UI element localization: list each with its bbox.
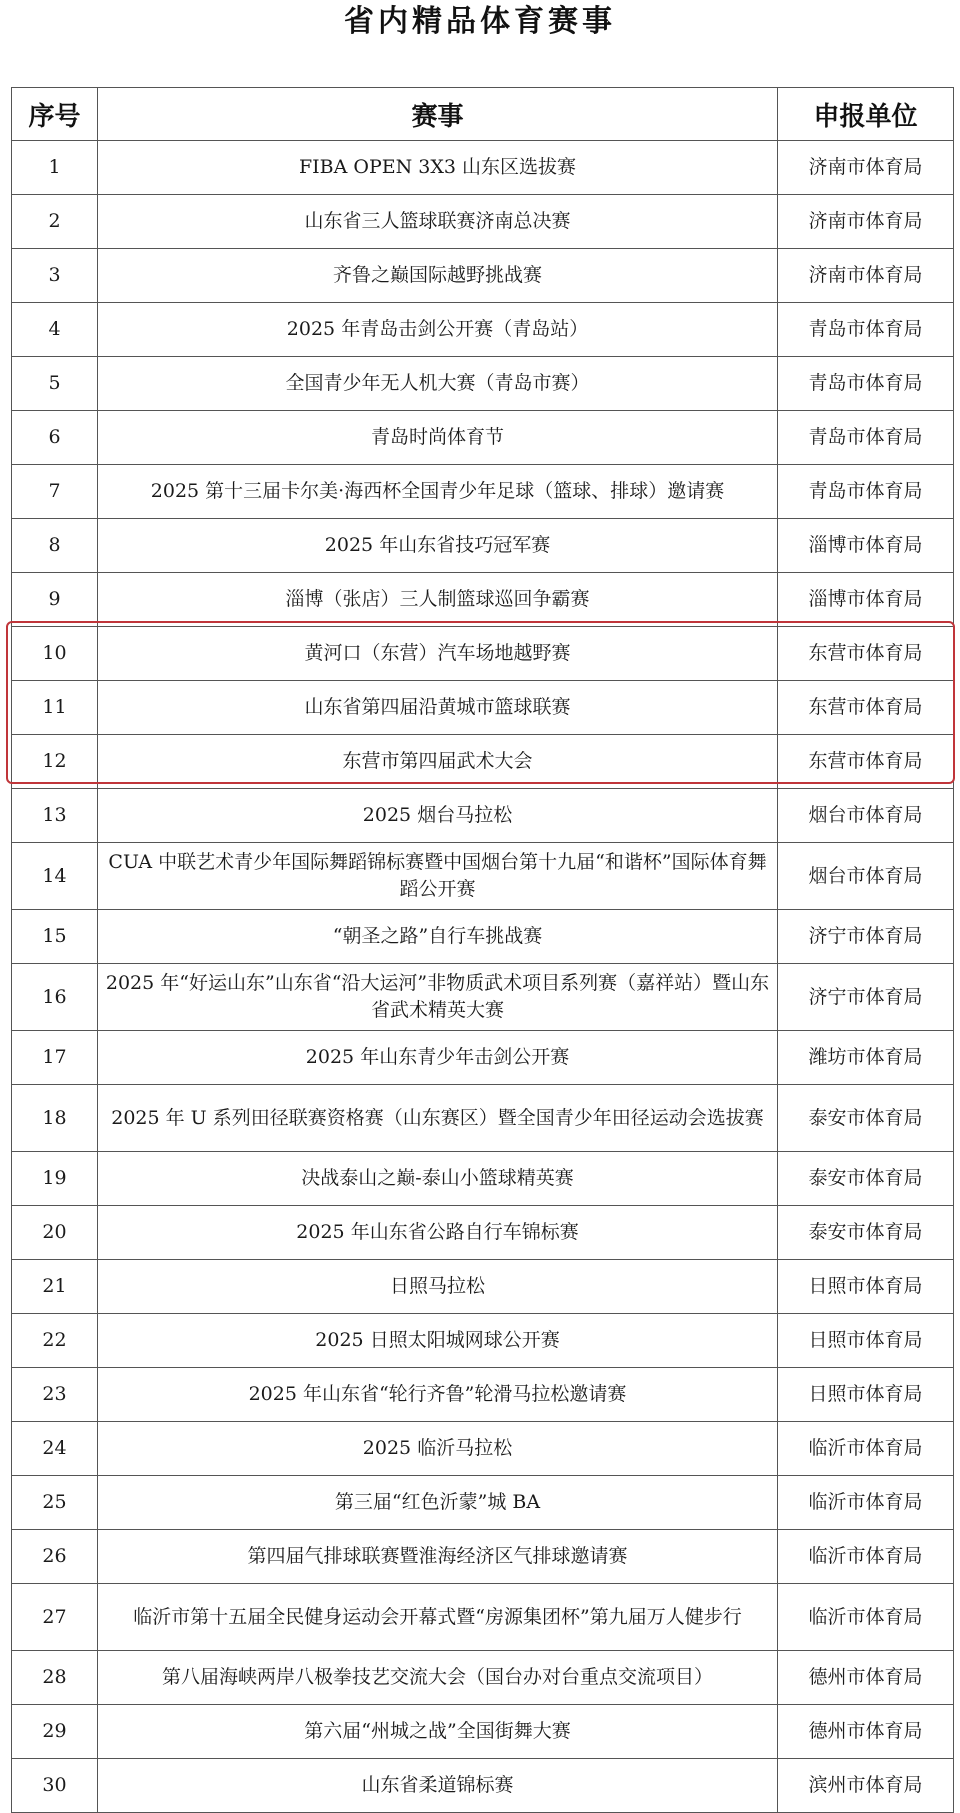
event-name: 2025 年山东省技巧冠军赛: [98, 519, 778, 573]
event-name: 2025 年 U 系列田径联赛资格赛（山东赛区）暨全国青少年田径运动会选拔赛: [98, 1085, 778, 1152]
table-row: [12, 627, 954, 681]
event-name: 2025 年山东青少年击剑公开赛: [98, 1031, 778, 1085]
reporting-unit: 济宁市体育局: [778, 964, 954, 1031]
row-number: 7: [12, 465, 98, 519]
events-table: [11, 87, 954, 1813]
table-row: [12, 1651, 954, 1705]
event-name: 山东省三人篮球联赛济南总决赛: [98, 195, 778, 249]
table-row: [12, 573, 954, 627]
reporting-unit: 日照市体育局: [778, 1260, 954, 1314]
row-number: 6: [12, 411, 98, 465]
reporting-unit: 烟台市体育局: [778, 843, 954, 910]
reporting-unit: 潍坊市体育局: [778, 1031, 954, 1085]
event-name: 第三届“红色沂蒙”城 BA: [98, 1476, 778, 1530]
reporting-unit: 青岛市体育局: [778, 303, 954, 357]
event-name: 决战泰山之巅-泰山小篮球精英赛: [98, 1152, 778, 1206]
event-name: 2025 临沂马拉松: [98, 1422, 778, 1476]
table-row: [12, 964, 954, 1031]
event-name: FIBA OPEN 3X3 山东区选拔赛: [98, 141, 778, 195]
reporting-unit: 东营市体育局: [778, 681, 954, 735]
reporting-unit: 泰安市体育局: [778, 1152, 954, 1206]
reporting-unit: 临沂市体育局: [778, 1584, 954, 1651]
row-number: 20: [12, 1206, 98, 1260]
event-name: 第四届气排球联赛暨淮海经济区气排球邀请赛: [98, 1530, 778, 1584]
reporting-unit: 泰安市体育局: [778, 1206, 954, 1260]
event-name: 2025 年山东省公路自行车锦标赛: [98, 1206, 778, 1260]
reporting-unit: 德州市体育局: [778, 1705, 954, 1759]
row-number: 11: [12, 681, 98, 735]
row-number: 17: [12, 1031, 98, 1085]
table-row: [12, 303, 954, 357]
event-name: 2025 年“好运山东”山东省“沿大运河”非物质武术项目系列赛（嘉祥站）暨山东省武术精英大赛: [98, 964, 778, 1031]
row-number: 5: [12, 357, 98, 411]
event-name: 临沂市第十五届全民健身运动会开幕式暨“房源集团杯”第九届万人健步行: [98, 1584, 778, 1651]
event-name: 第八届海峡两岸八极拳技艺交流大会（国台办对台重点交流项目）: [98, 1651, 778, 1705]
event-name: 2025 第十三届卡尔美·海西杯全国青少年足球（篮球、排球）邀请赛: [98, 465, 778, 519]
event-name: 黄河口（东营）汽车场地越野赛: [98, 627, 778, 681]
reporting-unit: 淄博市体育局: [778, 519, 954, 573]
reporting-unit: 济宁市体育局: [778, 910, 954, 964]
event-name: 2025 年山东省“轮行齐鲁”轮滑马拉松邀请赛: [98, 1368, 778, 1422]
column-header-number: 序号: [12, 88, 98, 141]
event-name: 青岛时尚体育节: [98, 411, 778, 465]
event-name: 日照马拉松: [98, 1260, 778, 1314]
reporting-unit: 临沂市体育局: [778, 1476, 954, 1530]
row-number: 27: [12, 1584, 98, 1651]
event-name: 山东省柔道锦标赛: [98, 1759, 778, 1813]
page-title: 省内精品体育赛事: [344, 4, 616, 39]
event-name: 第六届“州城之战”全国街舞大赛: [98, 1705, 778, 1759]
reporting-unit: 临沂市体育局: [778, 1422, 954, 1476]
reporting-unit: 淄博市体育局: [778, 573, 954, 627]
table-row: [12, 1759, 954, 1813]
reporting-unit: 泰安市体育局: [778, 1085, 954, 1152]
row-number: 28: [12, 1651, 98, 1705]
table-header-row: [12, 88, 954, 141]
row-number: 13: [12, 789, 98, 843]
table-row: [12, 681, 954, 735]
event-name: CUA 中联艺术青少年国际舞蹈锦标赛暨中国烟台第十九届“和谐杯”国际体育舞蹈公开赛: [98, 843, 778, 910]
reporting-unit: 济南市体育局: [778, 141, 954, 195]
reporting-unit: 滨州市体育局: [778, 1759, 954, 1813]
reporting-unit: 德州市体育局: [778, 1651, 954, 1705]
table-row: [12, 1085, 954, 1152]
table-row: [12, 1584, 954, 1651]
reporting-unit: 日照市体育局: [778, 1314, 954, 1368]
row-number: 8: [12, 519, 98, 573]
row-number: 9: [12, 573, 98, 627]
reporting-unit: 日照市体育局: [778, 1368, 954, 1422]
row-number: 1: [12, 141, 98, 195]
reporting-unit: 临沂市体育局: [778, 1530, 954, 1584]
table-row: [12, 789, 954, 843]
row-number: 2: [12, 195, 98, 249]
row-number: 25: [12, 1476, 98, 1530]
row-number: 21: [12, 1260, 98, 1314]
reporting-unit: 济南市体育局: [778, 195, 954, 249]
row-number: 16: [12, 964, 98, 1031]
reporting-unit: 东营市体育局: [778, 627, 954, 681]
table-row: [12, 357, 954, 411]
row-number: 3: [12, 249, 98, 303]
reporting-unit: 青岛市体育局: [778, 465, 954, 519]
row-number: 12: [12, 735, 98, 789]
event-name: 淄博（张店）三人制篮球巡回争霸赛: [98, 573, 778, 627]
row-number: 19: [12, 1152, 98, 1206]
row-number: 29: [12, 1705, 98, 1759]
row-number: 26: [12, 1530, 98, 1584]
row-number: 14: [12, 843, 98, 910]
table-row: [12, 1260, 954, 1314]
table-row: [12, 519, 954, 573]
event-name: 2025 日照太阳城网球公开赛: [98, 1314, 778, 1368]
table-row: [12, 1206, 954, 1260]
table-row: [12, 465, 954, 519]
reporting-unit: 青岛市体育局: [778, 357, 954, 411]
table-row: [12, 411, 954, 465]
event-name: 山东省第四届沿黄城市篮球联赛: [98, 681, 778, 735]
table-row: [12, 249, 954, 303]
row-number: 23: [12, 1368, 98, 1422]
column-header-event: 赛事: [98, 88, 778, 141]
row-number: 15: [12, 910, 98, 964]
table-row: [12, 1530, 954, 1584]
table-row: [12, 1422, 954, 1476]
column-header-unit: 申报单位: [778, 88, 954, 141]
event-name: 东营市第四届武术大会: [98, 735, 778, 789]
reporting-unit: 济南市体育局: [778, 249, 954, 303]
table-row: [12, 843, 954, 910]
event-name: 全国青少年无人机大赛（青岛市赛）: [98, 357, 778, 411]
table-row: [12, 1368, 954, 1422]
table-row: [12, 141, 954, 195]
table-row: [12, 1031, 954, 1085]
row-number: 4: [12, 303, 98, 357]
table-row: [12, 1314, 954, 1368]
reporting-unit: 东营市体育局: [778, 735, 954, 789]
row-number: 24: [12, 1422, 98, 1476]
table-row: [12, 910, 954, 964]
row-number: 18: [12, 1085, 98, 1152]
row-number: 22: [12, 1314, 98, 1368]
table-row: [12, 1705, 954, 1759]
table-row: [12, 195, 954, 249]
table-row: [12, 1152, 954, 1206]
event-name: 2025 年青岛击剑公开赛（青岛站）: [98, 303, 778, 357]
table-row: [12, 1476, 954, 1530]
table-row: [12, 735, 954, 789]
reporting-unit: 青岛市体育局: [778, 411, 954, 465]
row-number: 30: [12, 1759, 98, 1813]
event-name: “朝圣之路”自行车挑战赛: [98, 910, 778, 964]
row-number: 10: [12, 627, 98, 681]
reporting-unit: 烟台市体育局: [778, 789, 954, 843]
event-name: 2025 烟台马拉松: [98, 789, 778, 843]
event-name: 齐鲁之巅国际越野挑战赛: [98, 249, 778, 303]
